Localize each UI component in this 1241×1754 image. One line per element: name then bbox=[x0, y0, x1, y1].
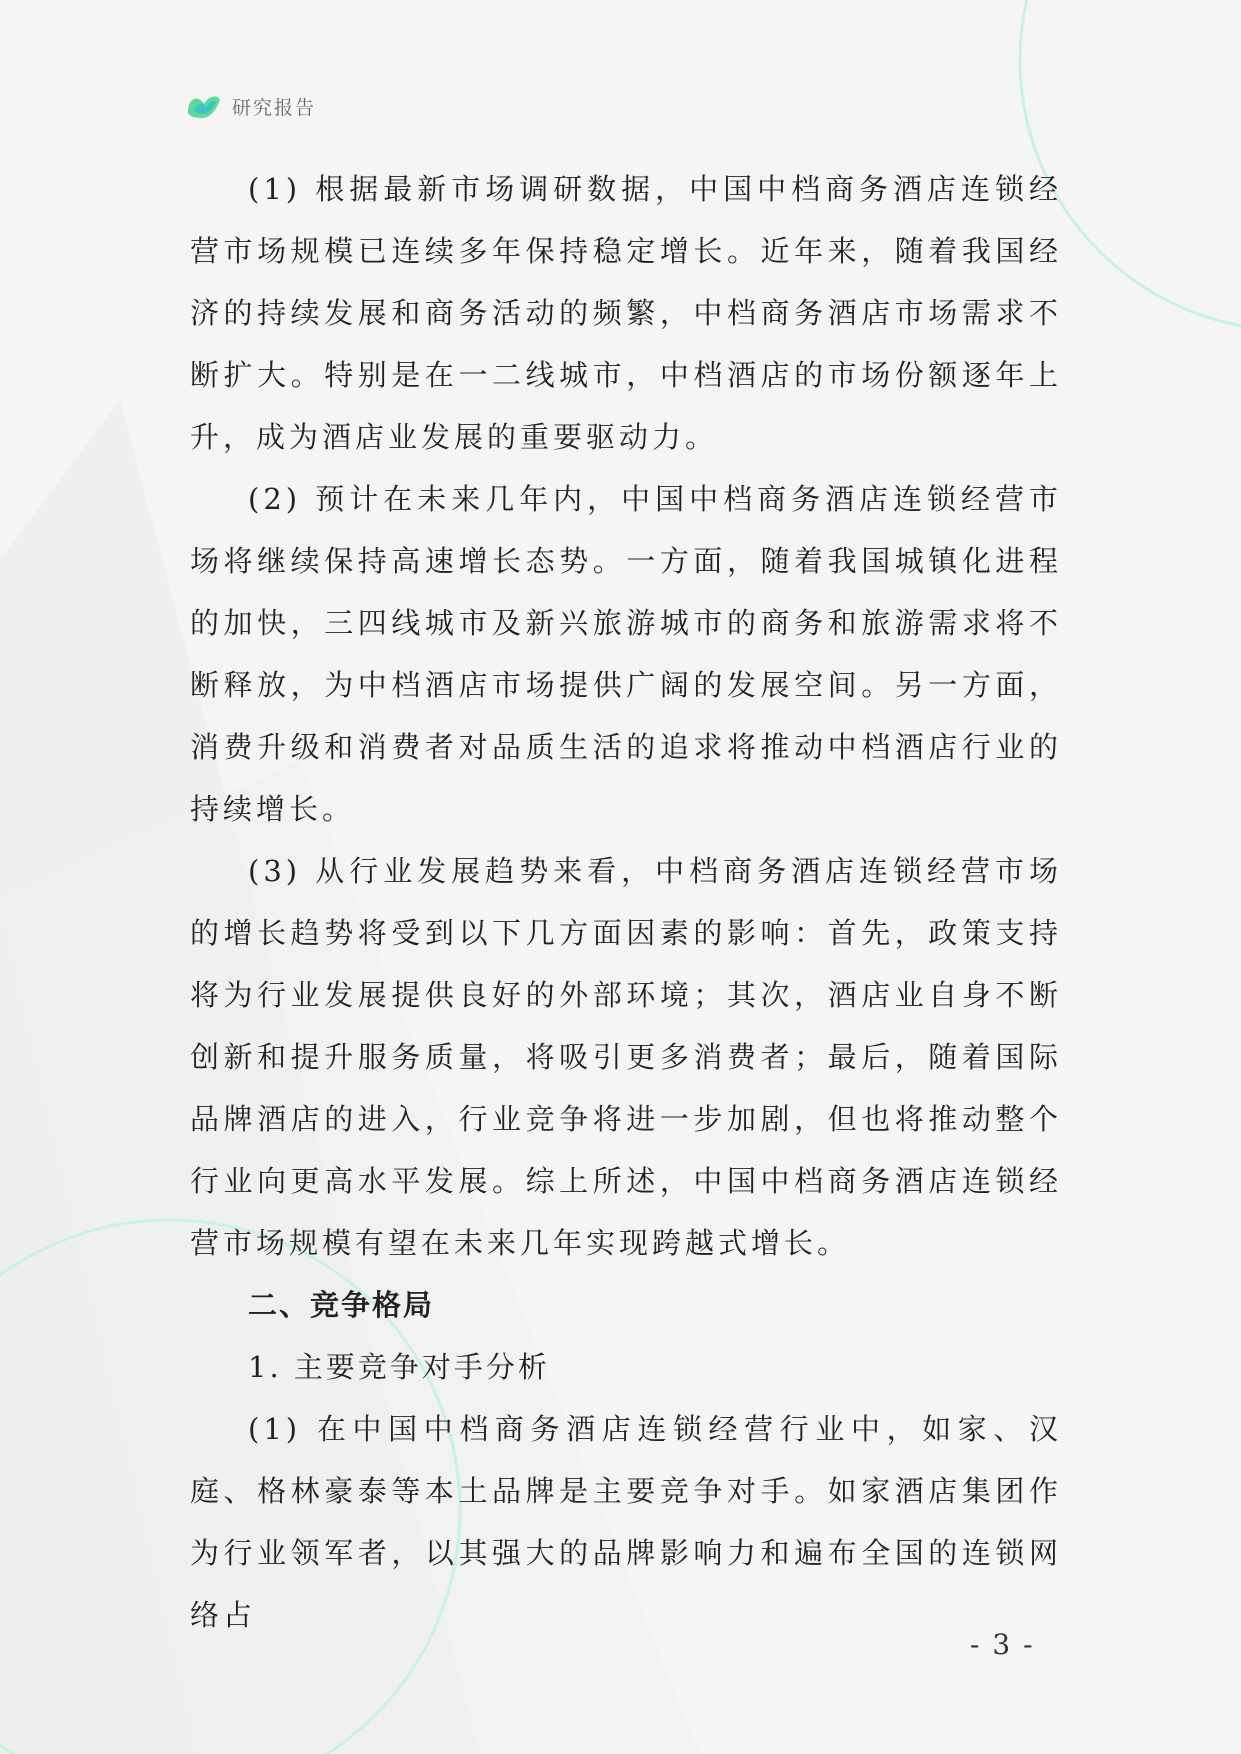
header-title: 研究报告 bbox=[232, 96, 317, 119]
subsection-heading: 1. 主要竞争对手分析 bbox=[248, 1350, 550, 1384]
body-paragraph: (1) 根据最新市场调研数据，中国中档商务酒店连锁经营市场规模已连续多年保持稳定增长。近年来，随着我国经济的持续发展和商务活动的频繁，中档商务酒店市场需求不断扩大。特别是在一二线城市，中档酒店的市场份额逐年上升，成为酒店业发展的重要驱动力。 bbox=[190, 172, 1062, 454]
body-paragraph: (2) 预计在未来几年内，中国中档商务酒店连锁经营市场将继续保持高速增长态势。一方面，随着我国城镇化进程的加快，三四线城市及新兴旅游城市的商务和旅游需求将不断释放，为中档酒店市场提供广阔的发展空间。另一方面，消费升级和消费者对品质生活的追求将推动中档酒店行业的持续增长。 bbox=[190, 482, 1062, 826]
page-number: - 3 - bbox=[970, 1628, 1035, 1661]
leaf-logo-icon bbox=[186, 90, 222, 122]
document-body bbox=[190, 158, 1062, 1646]
document-header bbox=[186, 88, 316, 124]
body-paragraph: (1) 在中国中档商务酒店连锁经营行业中，如家、汉庭、格林豪泰等本土品牌是主要竞争对手。如家酒店集团作为行业领军者，以其强大的品牌影响力和遍布全国的连锁网络占 bbox=[190, 1412, 1062, 1632]
section-heading: 二、竞争格局 bbox=[248, 1288, 435, 1322]
body-paragraph: (3) 从行业发展趋势来看，中档商务酒店连锁经营市场的增长趋势将受到以下几方面因素的影响：首先，政策支持将为行业发展提供良好的外部环境；其次，酒店业自身不断创新和提升服务质量，将吸引更多消费者；最后，随着国际品牌酒店的进入，行业竞争将进一步加剧，但也将推动整个行业向更高水平发展。综上所述，中国中档商务酒店连锁经营市场规模有望在未来几年实现跨越式增长。 bbox=[190, 854, 1062, 1260]
